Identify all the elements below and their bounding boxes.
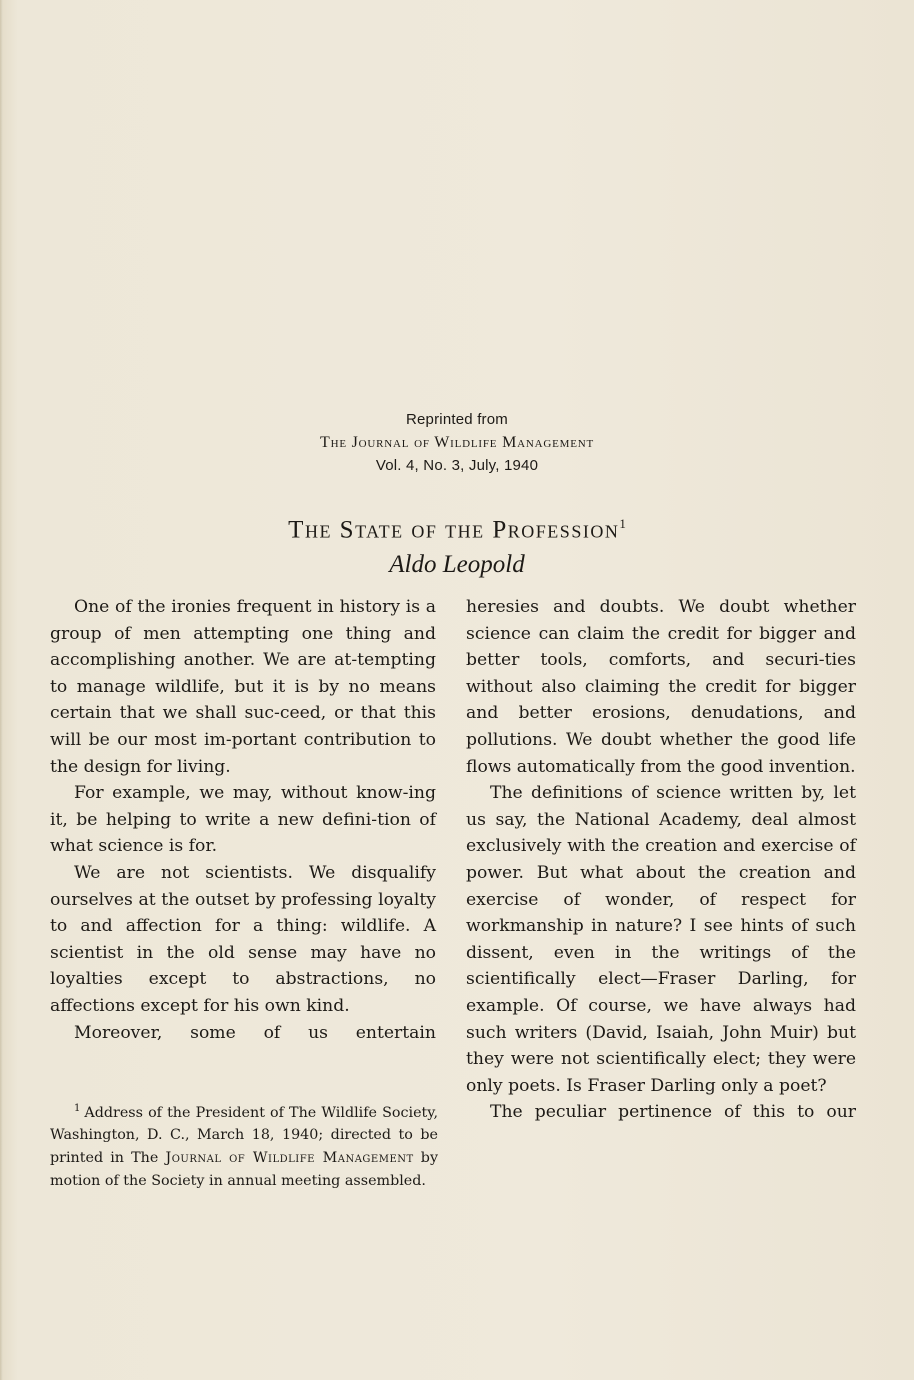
journal-name: The Journal of Wildlife Management bbox=[320, 434, 594, 451]
reprint-masthead bbox=[0, 408, 914, 477]
paragraph: Moreover, some of us entertain bbox=[74, 1022, 436, 1043]
footnote-journal-name: Journal of Wildlife Management bbox=[165, 1149, 414, 1166]
title-footnote-marker: 1 bbox=[619, 516, 626, 531]
issue-line: Vol. 4, No. 3, July, 1940 bbox=[375, 457, 539, 474]
right-column bbox=[466, 594, 856, 1126]
paragraph: The peculiar pertinence of this to our bbox=[490, 1102, 856, 1123]
left-column bbox=[50, 594, 436, 1046]
paragraph: We are not scientists. We disqualify ourselves at the outset by professing loyalty to and affection for a thing: wildlife. A scientist in the old sense may have no loyalties except to abstractions, no affections except for his own kind. bbox=[50, 862, 436, 1016]
paragraph: heresies and doubts. We doubt whether science can claim the credit for bigger and better tools, comforts, and securi-ties without also claiming the credit for bigger and better erosions, denudations, and pollutions. We doubt whether the good life flows automatically from the good invention. bbox=[466, 597, 856, 777]
page-edge bbox=[0, 0, 3, 1380]
paragraph: One of the ironies frequent in history is a group of men attempting one thing and accomplishing another. We are at-tempting to manage wildlife, but it is by no means certain that we shall suc-ceed, or that this will be our most im-portant contribution to the design for living. bbox=[50, 597, 436, 777]
reprint-line: Reprinted from bbox=[405, 411, 508, 428]
article-title bbox=[0, 516, 914, 544]
article-title-text: The State of the Profession bbox=[288, 516, 620, 544]
paragraph: For example, we may, without know-ing it, be helping to write a new defini-tion of what science is for. bbox=[50, 783, 436, 857]
author-name: Aldo Leopold bbox=[389, 551, 525, 578]
footnote-text-part2: by motion of the Society in annual meeting assembled. bbox=[50, 1149, 439, 1189]
footnote bbox=[50, 1098, 438, 1192]
footnote-number: 1 bbox=[74, 1103, 81, 1114]
paragraph: The definitions of science written by, let us say, the National Academy, deal almost exclusively with the creation and exercise of power. But what about the creation and exercise of wonder, of respect for workmanship in nature? I see hints of such dissent, even in the writings of the scientifically elect—Fraser Darling, for example. Of course, we have always had such writers (David, Isaiah, John Muir) but they were not scientifically elect; they were only poets. Is Fraser Darling only a poet? bbox=[466, 783, 856, 1096]
footnote-text-part1: Address of the President of The Wildlife Society, Washington, D. C., March 18, 1940; directed to be printed in The bbox=[50, 1104, 438, 1166]
